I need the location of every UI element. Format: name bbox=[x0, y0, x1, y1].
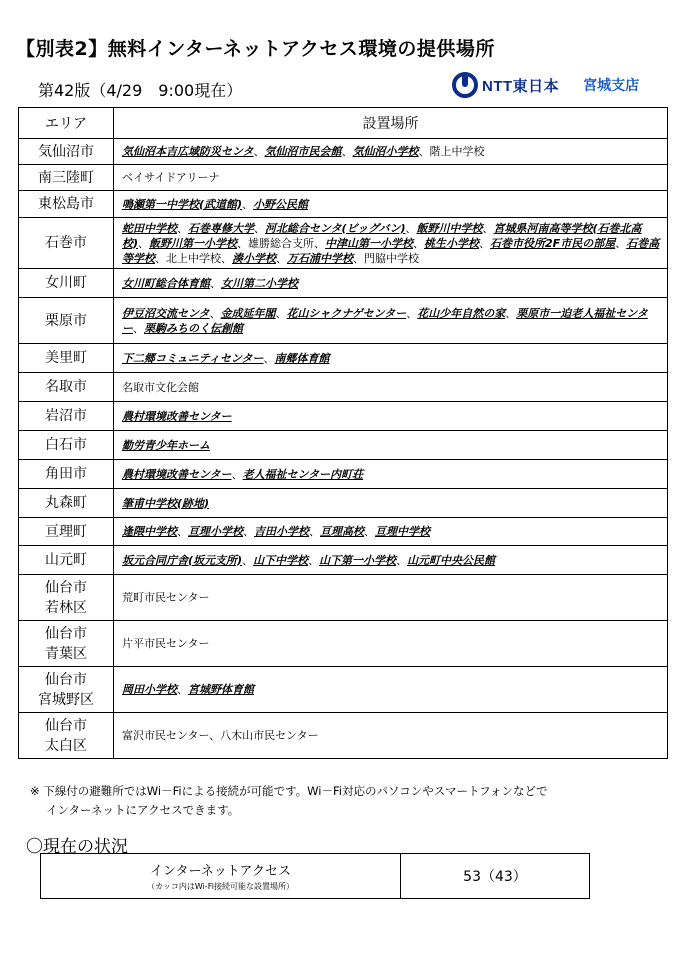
wifi-place: 筆甫中学校(跡地) bbox=[122, 496, 210, 510]
place-text: 名取市文化会館 bbox=[122, 380, 199, 394]
table-row bbox=[19, 575, 668, 621]
place-text: 片平市民センター bbox=[122, 637, 210, 650]
place-text: 、 bbox=[482, 221, 494, 235]
places-cell bbox=[114, 191, 668, 218]
wifi-place: 宮城野体育館 bbox=[188, 683, 254, 696]
note-line-1: ※ 下線付の避難所ではWi－Fiによる接続が可能です。Wi－Fi対応のパソコンやスマートフォンなどで bbox=[30, 784, 548, 798]
status-count: 53（43） bbox=[463, 869, 527, 885]
places-cell bbox=[114, 460, 668, 489]
table-row bbox=[19, 546, 668, 575]
status-count-cell bbox=[401, 854, 590, 899]
wifi-place: 宮城県河南高等学校(石巻北高校) bbox=[122, 221, 642, 250]
place-text: 、 bbox=[242, 553, 254, 567]
places-cell bbox=[114, 373, 668, 402]
wifi-place: 逢隈中学校 bbox=[122, 525, 177, 538]
wifi-place: 吉田小学校 bbox=[254, 525, 309, 538]
wifi-place: 伊豆沼交流センタ bbox=[122, 306, 210, 320]
place-text: 、階上中学校 bbox=[418, 145, 485, 158]
wifi-place: 万石浦中学校 bbox=[287, 251, 353, 265]
wifi-place: 山下中学校 bbox=[253, 553, 309, 567]
table-row bbox=[19, 460, 668, 489]
area-cell: 東松島市 bbox=[19, 191, 114, 218]
wifi-place: 石巻高等学校 bbox=[122, 236, 660, 265]
place-text: 、雄勝総合支所、 bbox=[237, 236, 326, 250]
place-text: 、 bbox=[210, 276, 221, 290]
area-cell: 山元町 bbox=[19, 546, 114, 575]
table-row bbox=[19, 713, 668, 759]
places-cell bbox=[114, 165, 668, 191]
wifi-place: 花山シャクナゲセンター bbox=[286, 306, 407, 320]
table-row bbox=[19, 518, 668, 546]
area-cell: 名取市 bbox=[19, 373, 114, 402]
area-cell: 石巻市 bbox=[19, 218, 114, 269]
wifi-place: 農村環境改善センター bbox=[122, 467, 232, 481]
company-name: NTT東日本 bbox=[482, 77, 560, 95]
place-text: 、 bbox=[396, 553, 408, 567]
area-cell: 美里町 bbox=[19, 344, 114, 373]
table-header-row bbox=[19, 108, 668, 139]
place-text: 、 bbox=[308, 553, 320, 567]
place-text: 、 bbox=[138, 236, 150, 250]
places-cell bbox=[114, 269, 668, 298]
wifi-place: 小野公民館 bbox=[253, 197, 309, 211]
table-row bbox=[19, 298, 668, 344]
ntt-logo bbox=[452, 72, 639, 98]
area-cell: 仙台市 青葉区 bbox=[19, 621, 114, 667]
place-text: 、 bbox=[309, 525, 320, 538]
places-cell bbox=[114, 518, 668, 546]
wifi-place: 勤労青少年ホーム bbox=[122, 438, 210, 452]
wifi-place: 鳴瀬第一中学校(武道館) bbox=[122, 197, 243, 211]
wifi-place: 花山少年自然の家 bbox=[417, 306, 506, 320]
area-cell: 白石市 bbox=[19, 431, 114, 460]
wifi-place: 中津山第一小学校 bbox=[325, 236, 414, 250]
area-cell: 気仙沼市 bbox=[19, 139, 114, 165]
place-text: 、 bbox=[177, 683, 188, 696]
area-cell: 仙台市 若林区 bbox=[19, 575, 114, 621]
place-text: 荒町市民センター bbox=[122, 591, 210, 604]
wifi-note bbox=[30, 782, 548, 820]
note-line-2: インターネットにアクセスできます。 bbox=[46, 803, 240, 817]
wifi-place: 下二郷コミュニティセンター bbox=[122, 351, 264, 365]
area-cell: 角田市 bbox=[19, 460, 114, 489]
wifi-place: 山元町中央公民館 bbox=[407, 553, 496, 567]
places-cell bbox=[114, 344, 668, 373]
table-row bbox=[19, 139, 668, 165]
wifi-place: 飯野川第一小学校 bbox=[149, 236, 238, 250]
place-text: ベイサイドアリーナ bbox=[122, 171, 220, 184]
places-cell bbox=[114, 713, 668, 759]
place-text: 、 bbox=[479, 236, 491, 250]
place-text: 、 bbox=[253, 145, 265, 158]
status-heading: 〇現在の状況 bbox=[26, 837, 128, 857]
wifi-place: 山下第一小学校 bbox=[319, 553, 397, 567]
places-cell bbox=[114, 139, 668, 165]
place-text: 、 bbox=[133, 321, 144, 335]
wifi-place: 栗駒みちのく伝創館 bbox=[144, 321, 243, 335]
wifi-place: 気仙沼本吉広域防災センタ bbox=[122, 145, 254, 158]
place-text: 、 bbox=[405, 221, 417, 235]
table-row bbox=[19, 621, 668, 667]
place-text: 、北上中学校、 bbox=[155, 251, 232, 265]
place-text: 、 bbox=[406, 306, 418, 320]
area-cell: 仙台市 太白区 bbox=[19, 713, 114, 759]
place-text: 、 bbox=[177, 221, 188, 235]
wifi-place: 蛇田中学校 bbox=[122, 221, 177, 235]
place-text: 、 bbox=[276, 251, 287, 265]
places-cell bbox=[114, 431, 668, 460]
wifi-place: 栗原市一迫老人福祉センター bbox=[122, 306, 648, 335]
wifi-place: 女川第二小学校 bbox=[221, 276, 298, 290]
place-text: 、 bbox=[341, 145, 353, 158]
wifi-place: 河北総合センタ(ビッグバン) bbox=[265, 221, 406, 235]
wifi-place: 老人福祉センター内町荘 bbox=[242, 467, 364, 481]
area-cell: 女川町 bbox=[19, 269, 114, 298]
status-label: インターネットアクセス bbox=[149, 864, 292, 879]
wifi-place: 岡田小学校 bbox=[122, 683, 177, 696]
place-text: 、門脇中学校 bbox=[353, 251, 419, 265]
places-cell bbox=[114, 621, 668, 667]
locations-table bbox=[18, 107, 668, 759]
place-text: 、 bbox=[263, 351, 275, 365]
wifi-place: 女川町総合体育館 bbox=[122, 276, 210, 290]
place-text: 、 bbox=[615, 236, 627, 250]
header-places: 設置場所 bbox=[114, 108, 668, 139]
wifi-place: 飯野川中学校 bbox=[416, 221, 483, 235]
place-text: 、 bbox=[505, 306, 517, 320]
table-row bbox=[19, 431, 668, 460]
wifi-place: 坂元合同庁舎(坂元支所) bbox=[122, 553, 243, 567]
table-row bbox=[19, 402, 668, 431]
place-text: 、 bbox=[242, 197, 254, 211]
wifi-place: 亘理小学校 bbox=[188, 525, 243, 538]
place-text: 、 bbox=[275, 306, 287, 320]
place-text: 、 bbox=[254, 221, 265, 235]
place-text: 、 bbox=[231, 467, 243, 481]
table-row bbox=[19, 269, 668, 298]
area-cell: 南三陸町 bbox=[19, 165, 114, 191]
table-row bbox=[19, 373, 668, 402]
wifi-place: 農村環境改善センター bbox=[122, 409, 232, 423]
places-cell bbox=[114, 575, 668, 621]
table-row bbox=[19, 165, 668, 191]
wifi-place: 気仙沼小学校 bbox=[352, 145, 419, 158]
wifi-place: 南郷体育館 bbox=[274, 351, 330, 365]
wifi-place: 亘理高校 bbox=[320, 525, 364, 538]
status-table bbox=[40, 853, 590, 899]
table-row bbox=[19, 489, 668, 518]
area-cell: 岩沼市 bbox=[19, 402, 114, 431]
place-text: 、 bbox=[243, 525, 254, 538]
edition-label: 第42版（4/29 9:00現在） bbox=[38, 81, 243, 100]
branch-name: 宮城支店 bbox=[583, 78, 640, 94]
ntt-logo-icon bbox=[452, 72, 478, 98]
places-cell bbox=[114, 489, 668, 518]
wifi-place: 金成延年閣 bbox=[220, 306, 276, 320]
table-row bbox=[19, 667, 668, 713]
table-row bbox=[19, 218, 668, 269]
place-text: 富沢市民センター、八木山市民センター bbox=[122, 729, 319, 742]
status-sublabel: （カッコ内はWi-Fi接続可能な設置場所） bbox=[146, 882, 294, 891]
wifi-place: 亘理中学校 bbox=[375, 525, 430, 538]
table-row bbox=[19, 191, 668, 218]
area-cell: 亘理町 bbox=[19, 518, 114, 546]
places-cell bbox=[114, 298, 668, 344]
area-cell: 栗原市 bbox=[19, 298, 114, 344]
header-area: エリア bbox=[19, 108, 114, 139]
wifi-place: 湊小学校 bbox=[232, 251, 276, 265]
place-text: 、 bbox=[364, 525, 375, 538]
wifi-place: 石巻専修大学 bbox=[188, 221, 254, 235]
place-text: 、 bbox=[177, 525, 188, 538]
wifi-place: 気仙沼市民会館 bbox=[264, 145, 342, 158]
area-cell: 丸森町 bbox=[19, 489, 114, 518]
place-text: 、 bbox=[413, 236, 425, 250]
places-cell bbox=[114, 218, 668, 269]
places-cell bbox=[114, 402, 668, 431]
wifi-place: 桃生小学校 bbox=[424, 236, 480, 250]
wifi-place: 石巻市役所2F市民の部屋 bbox=[490, 236, 616, 250]
places-cell bbox=[114, 546, 668, 575]
places-cell bbox=[114, 667, 668, 713]
table-row bbox=[19, 344, 668, 373]
status-label-cell bbox=[41, 854, 401, 899]
area-cell: 仙台市 宮城野区 bbox=[19, 667, 114, 713]
place-text: 、 bbox=[209, 306, 221, 320]
page-title: 【別表2】無料インターネットアクセス環境の提供場所 bbox=[16, 38, 495, 60]
